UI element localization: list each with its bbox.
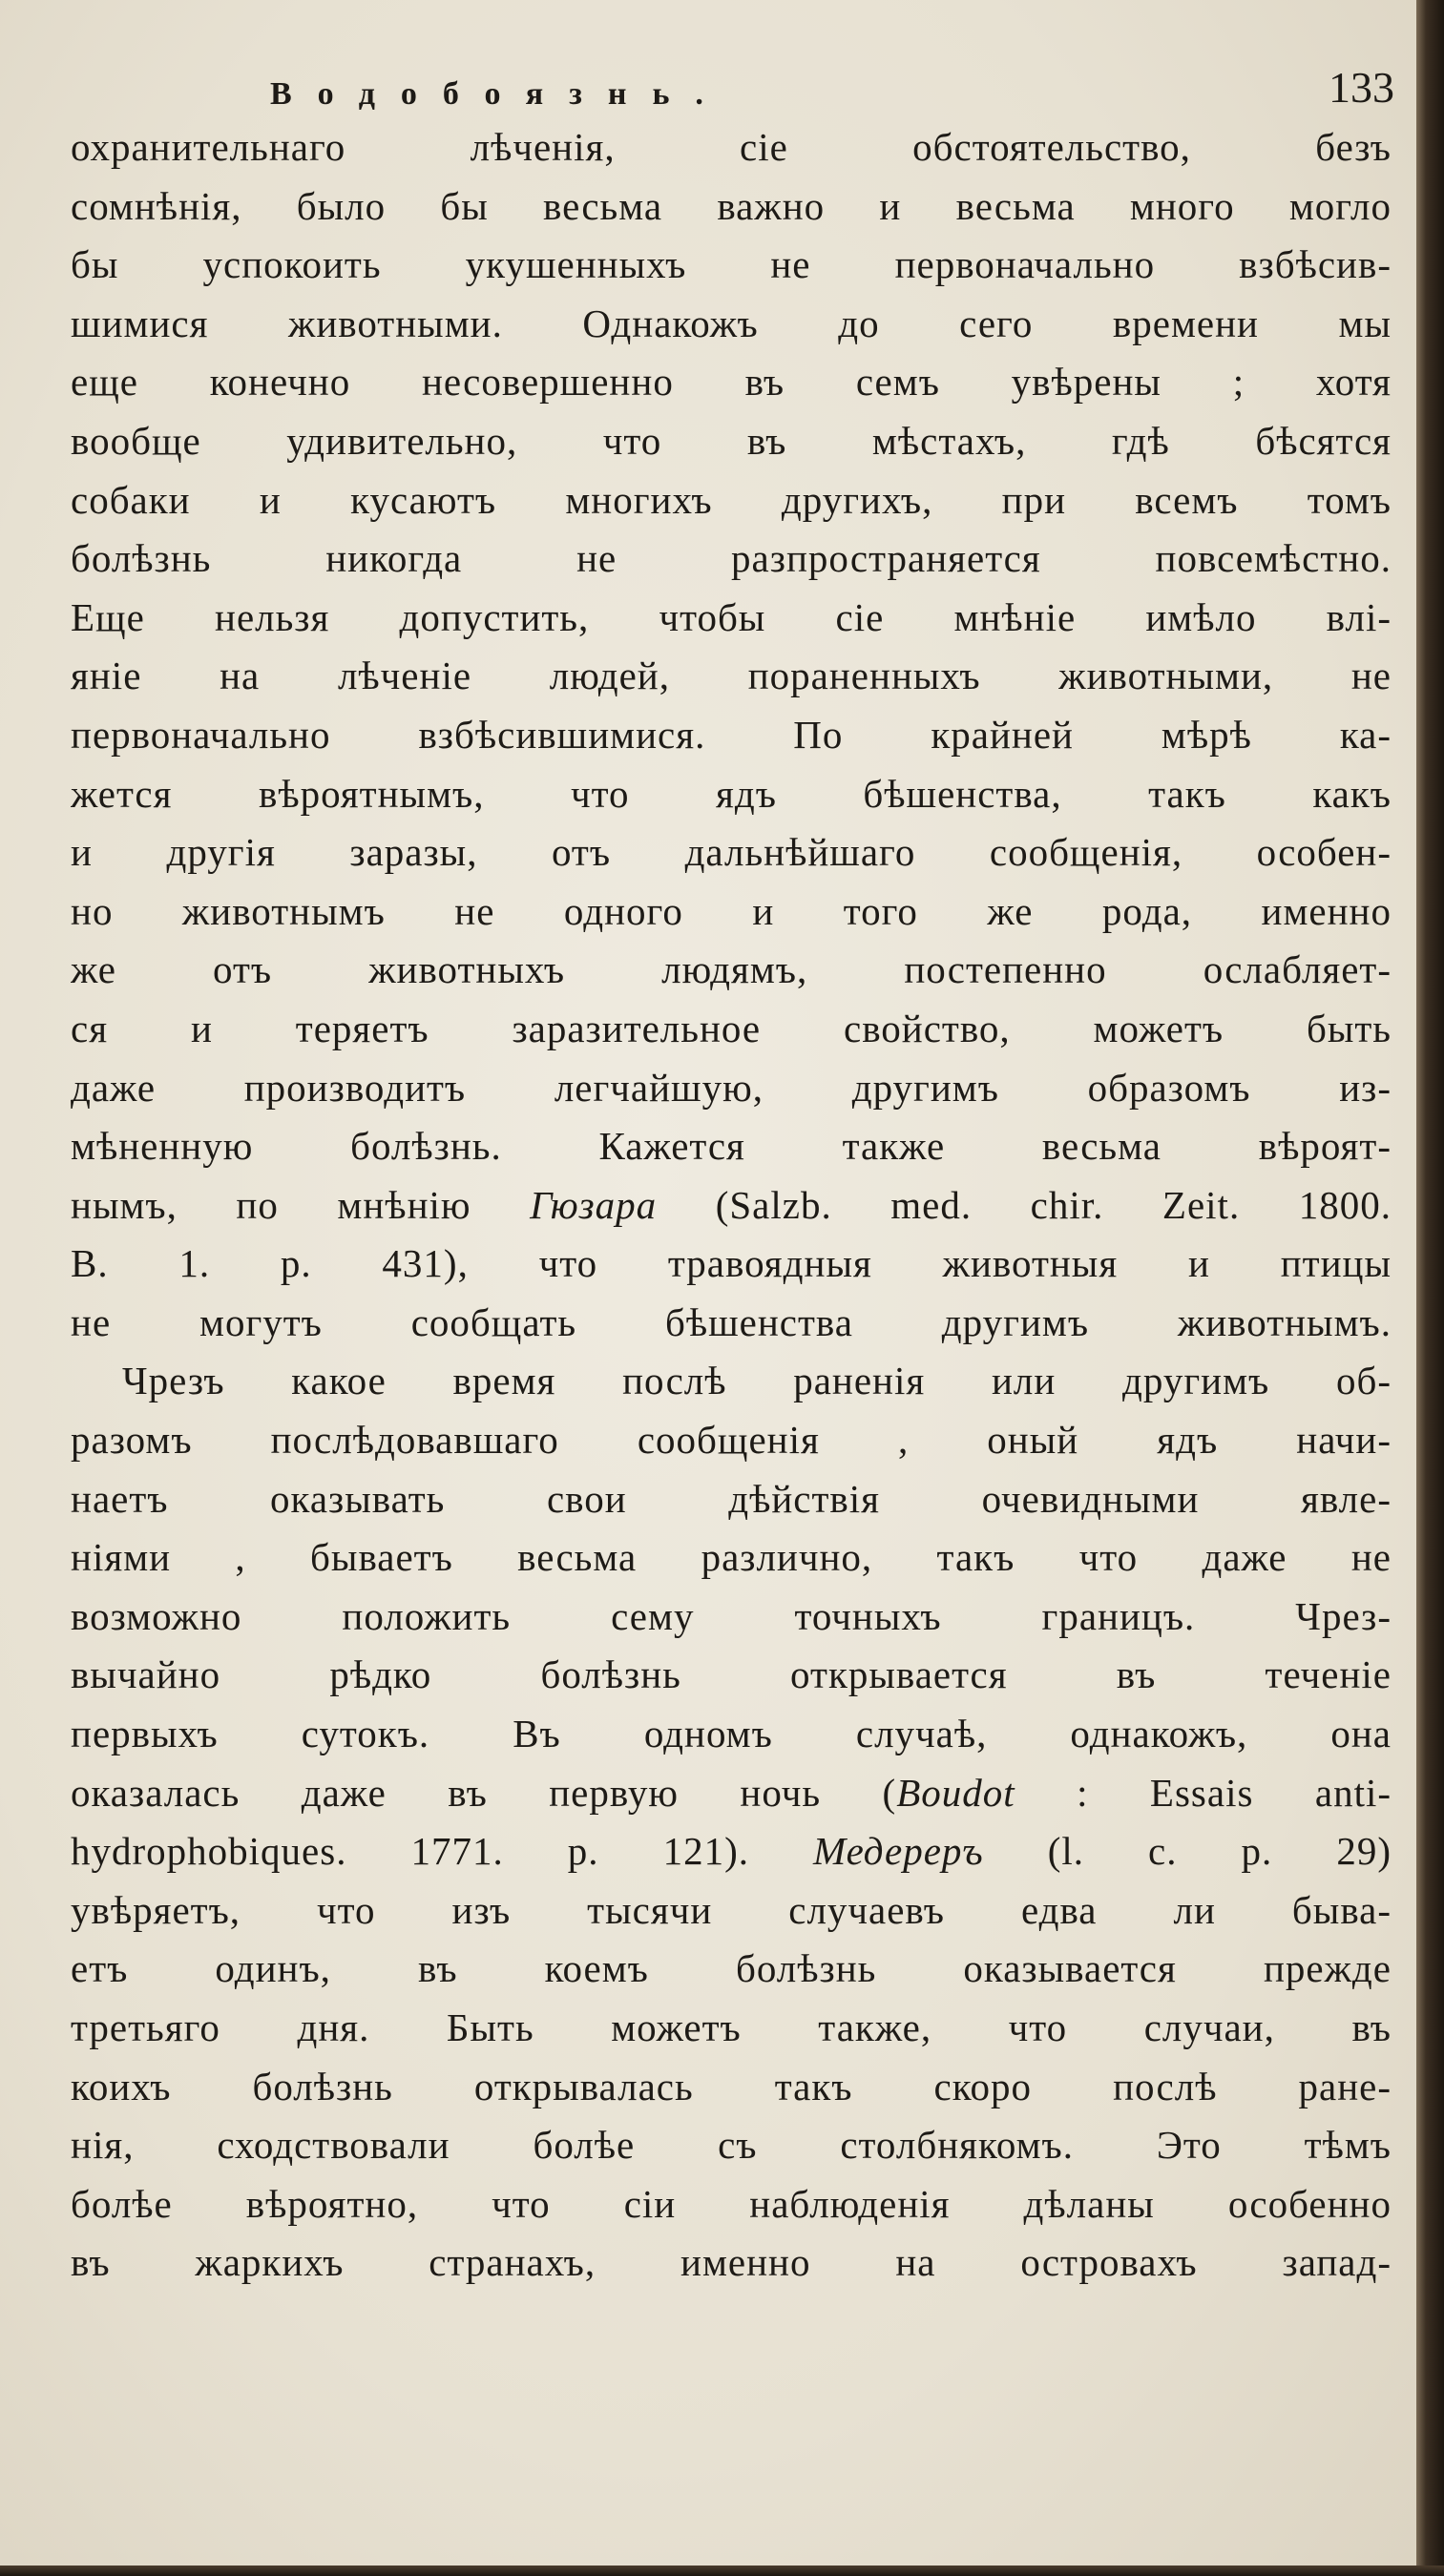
text-line: ся и теряетъ заразительное свойство, можетъ быть [71, 1006, 1392, 1050]
text-line: не могутъ сообщать бѣшенства другимъ животнымъ. [71, 1299, 1392, 1344]
scan-edge-right [1416, 0, 1444, 2576]
scan-edge-bottom [0, 2566, 1444, 2576]
text-line: и другія заразы, отъ дальнѣйшаго сообщенія, особен- [71, 830, 1392, 875]
text-line: яніе на лѣченіе людей, пораненныхъ животными, не [71, 654, 1392, 698]
text-line: ніями , бываетъ весьма различно, такъ что даже не [71, 1535, 1392, 1580]
author-name: Boudot [896, 1770, 1015, 1815]
text-line: наетъ оказывать свои дѣйствія очевидными явле- [71, 1476, 1392, 1521]
text-line: третьяго дня. Быть можетъ также, что случаи, въ [71, 2005, 1392, 2049]
text-line: Еще нельзя допустить, чтобы сіе мнѣніе имѣло влі- [71, 594, 1392, 639]
text-line: же отъ животныхъ людямъ, постепенно ослабляет- [71, 947, 1392, 992]
author-name: Медереръ [813, 1829, 984, 1874]
text-line: первыхъ сутокъ. Въ одномъ случаѣ, однакожъ, она [71, 1712, 1392, 1756]
text-line: охранительнаго лѣченія, сіе обстоятельство, безъ [71, 125, 1392, 169]
text-segment: нымъ, по мнѣнію [71, 1182, 531, 1227]
text-line: увѣряетъ, что изъ тысячи случаевъ едва ли быва- [71, 1887, 1392, 1932]
text-line: шимися животными. Однакожъ до сего времени мы [71, 301, 1392, 345]
text-line: но животнымъ не одного и того же рода, именно [71, 888, 1392, 933]
text-line: коихъ болѣзнь открывалась такъ скоро послѣ ране- [71, 2064, 1392, 2109]
text-line: етъ одинъ, въ коемъ болѣзнь оказывается прежде [71, 1946, 1392, 1991]
text-line: болѣзнь никогда не разпространяется повсемѣстно. [71, 536, 1392, 581]
text-line: жется вѣроятнымъ, что ядъ бѣшенства, такъ какъ [71, 771, 1392, 816]
running-head: Водобоязнь. [270, 76, 729, 112]
text-line: нія, сходствовали болѣе съ столбнякомъ. Это тѣмъ [71, 2123, 1392, 2168]
text-line: возможно положить сему точныхъ границъ. Чрез- [71, 1593, 1392, 1638]
text-line: первоначально взбѣсившимися. По крайней мѣрѣ ка- [71, 712, 1392, 757]
text-line [71, 1176, 1392, 1236]
text-line: вычайно рѣдко болѣзнь открывается въ теченіе [71, 1652, 1392, 1697]
citation: : Essais anti- [1015, 1770, 1392, 1815]
text-line [71, 1822, 1392, 1881]
text-line: мѣненную болѣзнь. Кажется также весьма вѣроят- [71, 1124, 1392, 1169]
citation: (l. c. p. 29) [983, 1829, 1392, 1874]
text-line: болѣе вѣроятно, что сіи наблюденія дѣланы особенно [71, 2181, 1392, 2226]
text-line: собаки и кусаютъ многихъ другихъ, при всемъ томъ [71, 477, 1392, 522]
text-line: сомнѣнія, было бы весьма важно и весьма много могло [71, 183, 1392, 228]
text-line: разомъ послѣдовавшаго сообщенія , оный ядъ начи- [71, 1418, 1392, 1463]
text-segment: оказалась даже въ первую ночь ( [71, 1770, 897, 1815]
author-name: Гюзара [530, 1182, 658, 1227]
citation: (Salzb. med. chir. Zeit. 1800. [657, 1182, 1392, 1227]
text-line: еще конечно несовершенно въ семъ увѣрены ; хотя [71, 360, 1392, 405]
text-block [71, 118, 1392, 2293]
text-line: вообще удивительно, что въ мѣстахъ, гдѣ бѣсятся [71, 418, 1392, 463]
text-line: въ жаркихъ странахъ, именно на островахъ запад- [71, 2240, 1392, 2285]
text-line: даже производитъ легчайшую, другимъ образомъ из- [71, 1065, 1392, 1110]
page-number: 133 [1329, 63, 1394, 112]
text-line: B. 1. p. 431), что травоядныя животныя и птицы [71, 1241, 1392, 1286]
citation: hydrophobiques. 1771. p. 121). [71, 1829, 814, 1874]
paragraph-start-line: Чрезъ какое время послѣ раненія или другимъ об- [122, 1359, 1392, 1403]
text-line: бы успокоить укушенныхъ не первоначально взбѣсив- [71, 242, 1392, 287]
text-line [71, 1764, 1392, 1823]
